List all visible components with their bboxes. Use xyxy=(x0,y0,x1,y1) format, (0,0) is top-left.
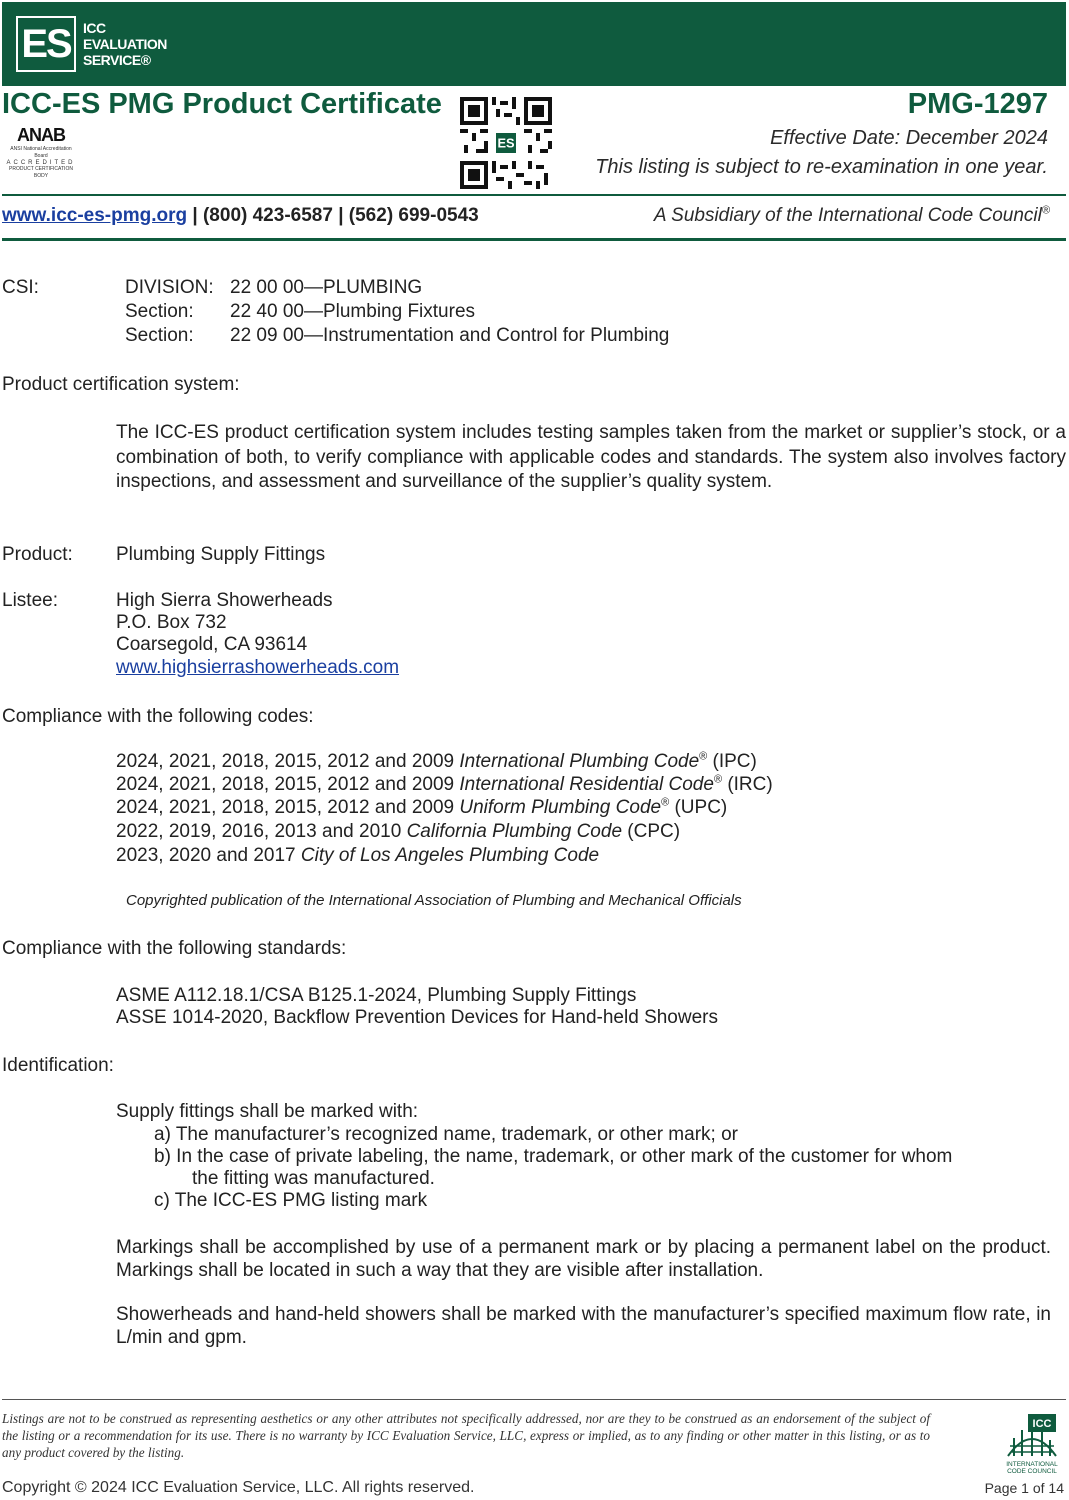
icc-logo-caption: CODE COUNCIL xyxy=(1007,1468,1057,1475)
code-item xyxy=(116,751,757,774)
code-item xyxy=(116,821,680,844)
code-years: 2024, 2021, 2018, 2015, 2012 and 2009 xyxy=(116,751,460,772)
showerheads-paragraph: Showerheads and hand-held showers shall be marked with the manufacturer’s specified maximum flow rate, in L/min and gpm. xyxy=(116,1304,1051,1348)
code-years: 2023, 2020 and 2017 xyxy=(116,845,301,866)
code-abbreviation: (UPC) xyxy=(669,797,728,818)
qr-code-icon[interactable] xyxy=(460,97,552,189)
icc-logo-icon xyxy=(1006,1412,1058,1476)
standard-item: ASSE 1014-2020, Backflow Prevention Devices for Hand-held Showers xyxy=(116,1007,718,1028)
code-name: California Plumbing Code xyxy=(406,821,623,842)
code-item xyxy=(116,774,773,797)
code-name: Uniform Plumbing Code xyxy=(459,797,662,818)
csi-section-value: 22 09 00—Instrumentation and Control for Plumbing xyxy=(230,325,670,346)
code-abbreviation: (IRC) xyxy=(722,774,773,795)
identification-item-b: b) In the case of private labeling, the name, trademark, or other mark of the customer for whom xyxy=(154,1146,953,1167)
reexamination-note: This listing is subject to re-examination in one year. xyxy=(595,156,1048,178)
code-name: International Plumbing Code xyxy=(459,751,700,772)
subsidiary-text: A Subsidiary of the International Code Council xyxy=(653,205,1042,226)
footer-disclaimer: Listings are not to be construed as representing aesthetics or any other attributes not specifically addressed, nor are they to be construed as an endorsement of the subject of the listing or a recommendation for its use. There is no warranty by ICC Evaluation Service, LLC, express or implied, as to any finding or other matter in this listing, or as to any product covered by the listing. xyxy=(2,1411,930,1460)
identification-item-a: a) The manufacturer’s recognized name, trademark, or other mark; or xyxy=(154,1124,738,1145)
csi-section-value: 22 40 00—Plumbing Fixtures xyxy=(230,301,476,322)
anab-accredited-text: ACCREDITED xyxy=(6,160,76,166)
header-banner xyxy=(2,2,1066,86)
anab-board-text: ANSI National Accreditation Board xyxy=(10,146,72,159)
registered-mark: ® xyxy=(1041,204,1050,217)
wordmark-line: ICC xyxy=(83,20,106,36)
subsidiary-statement xyxy=(654,205,1050,227)
listee-address-line: P.O. Box 732 xyxy=(116,612,227,633)
listee-name: High Sierra Showerheads xyxy=(116,590,333,611)
csi-division-label: DIVISION: xyxy=(125,277,214,298)
product-value: Plumbing Supply Fittings xyxy=(116,544,326,565)
registered-mark: ® xyxy=(699,750,708,763)
header-divider xyxy=(2,194,1066,196)
phone-numbers: | (800) 423-6587 | (562) 699-0543 xyxy=(187,205,479,226)
icc-es-website-link[interactable]: www.icc-es-pmg.org xyxy=(2,205,188,226)
effective-date: Effective Date: December 2024 xyxy=(770,127,1048,149)
listing-number: PMG-1297 xyxy=(907,88,1048,120)
wordmark-line: EVALUATION xyxy=(83,36,167,52)
svg-text:ES: ES xyxy=(497,135,515,151)
copyright-notice: Copyright © 2024 ICC Evaluation Service, LLC. All rights reserved. xyxy=(2,1479,475,1496)
listee-website-link[interactable]: www.highsierrashowerheads.com xyxy=(116,657,400,678)
code-years: 2024, 2021, 2018, 2015, 2012 and 2009 xyxy=(116,774,460,795)
code-item xyxy=(116,797,727,820)
csi-division-value: 22 00 00—PLUMBING xyxy=(230,277,423,298)
codes-heading: Compliance with the following codes: xyxy=(2,706,314,727)
csi-section-label: Section: xyxy=(125,301,194,322)
anab-name: ANAB xyxy=(17,125,65,145)
footer-divider xyxy=(2,1399,1066,1400)
wordmark-line: SERVICE® xyxy=(83,52,151,68)
code-name: City of Los Angeles Plumbing Code xyxy=(300,845,600,866)
identification-item-c: c) The ICC-ES PMG listing mark xyxy=(154,1190,428,1211)
certification-heading: Product certification system: xyxy=(2,374,240,395)
anab-body-text: PRODUCT CERTIFICATION BODY xyxy=(9,166,73,179)
icc-logo-mark: ICC xyxy=(1032,1418,1052,1430)
certification-text: The ICC-ES product certification system includes testing samples taken from the market or supplier’s stock, or a combination of both, to verify compliance with applicable codes and standards. The system also involves factory inspections, and assessment and surveillance of the supplier’s quality system. xyxy=(116,422,1066,492)
standards-heading: Compliance with the following standards: xyxy=(2,938,347,959)
certificate-title: ICC-ES PMG Product Certificate xyxy=(2,88,442,120)
anab-accreditation-logo xyxy=(4,125,78,187)
registered-mark: ® xyxy=(661,796,670,809)
code-years: 2024, 2021, 2018, 2015, 2012 and 2009 xyxy=(116,797,460,818)
product-label: Product: xyxy=(2,544,73,565)
code-abbreviation: (CPC) xyxy=(622,821,681,842)
identification-intro: Supply fittings shall be marked with: xyxy=(116,1101,419,1122)
identification-item-b-cont: the fitting was manufactured. xyxy=(192,1168,435,1189)
codes-footnote: Copyrighted publication of the International Association of Plumbing and Mechanical Officials xyxy=(126,892,742,909)
identification-heading: Identification: xyxy=(2,1055,114,1076)
csi-section-label: Section: xyxy=(125,325,194,346)
code-name: International Residential Code xyxy=(459,774,714,795)
standard-item: ASME A112.18.1/CSA B125.1-2024, Plumbing Supply Fittings xyxy=(116,985,637,1006)
listee-label: Listee: xyxy=(2,590,58,611)
registered-mark: ® xyxy=(713,773,723,786)
code-years: 2022, 2019, 2016, 2013 and 2010 xyxy=(116,821,407,842)
icc-logo-caption: INTERNATIONAL xyxy=(1006,1461,1058,1468)
contact-line xyxy=(2,205,479,227)
page-number: Page 1 of 14 xyxy=(984,1480,1064,1496)
csi-label: CSI: xyxy=(2,277,39,298)
code-item xyxy=(116,845,599,868)
markings-paragraph: Markings shall be accomplished by use of a permanent mark or by placing a permanent label on the product. Markings shall be located in such a way that they are visible after installation. xyxy=(116,1237,1051,1281)
listee-address-line: Coarsegold, CA 93614 xyxy=(116,634,308,655)
code-abbreviation: (IPC) xyxy=(707,751,757,772)
icc-es-wordmark xyxy=(83,20,167,68)
es-logo: ES xyxy=(16,16,76,72)
header-bottom-divider xyxy=(2,238,1066,241)
